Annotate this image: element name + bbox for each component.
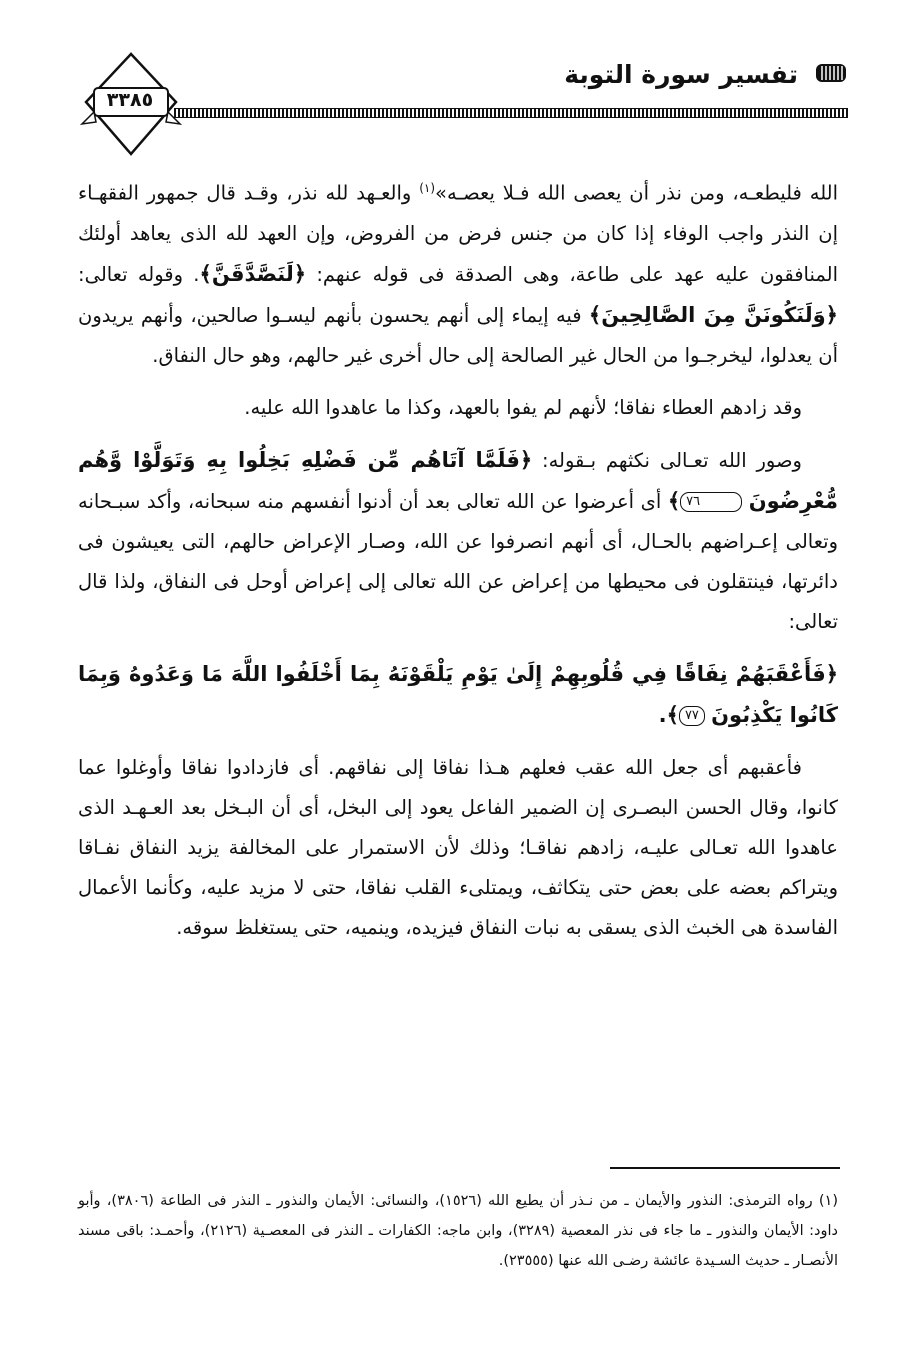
quran-verse-77: ﴿فَأَعْقَبَهُمْ نِفَاقًا فِي قُلُوبِهِمْ إِلَىٰ يَوْمِ يَلْقَوْنَهُ بِمَا أَخْلَفُوا اللَّهَ مَا وَعَدُوهُ وَبِمَا كَانُوا يَكْذِبُونَ — [78, 661, 838, 727]
main-text — [78, 168, 838, 960]
header-rule — [174, 108, 848, 118]
page-number: ٣٣٨٥ — [106, 89, 154, 111]
footnote-ref: (١) — [419, 181, 436, 195]
verse-number-77: ٧٧ — [679, 706, 705, 726]
page-header — [78, 50, 848, 160]
p1-text-b: والعـهد لله نذر، وقـد قال جمهور الفقهـاء إن النذر واجب الوفاء إذا كان من جنس فرض من الفروض، وإن العهد لله الذى يعاهد أولئك المنافقون عليه عهد على طاعة، وهى الصدقة فى قوله عنهم: — [78, 181, 839, 286]
verse-number-76: ٧٦ — [680, 492, 742, 512]
paragraph-3 — [78, 440, 838, 642]
verse-77-close: ﴾. — [658, 702, 679, 727]
verse-77-block — [78, 654, 838, 736]
quran-verse-76: ﴿فَلَمَّا آتَاهُم مِّن فَضْلِهِ بَخِلُوا بِهِ وَتَوَلَّوْا وَّهُم مُّعْرِضُونَ — [78, 447, 838, 513]
footnote: (١) رواه الترمذى: النذور والأيمان ـ من نـذر أن يطيع الله (١٥٢٦)، والنسائى: الأيمان والنذور ـ النذر فى الطاعة (٣٨٠٦)، وأبو داود: الأيمان والنذور ـ ما جاء فى نذر المعصية (٣٢٨٩)، وابن ماجه: الكفارات ـ النذر فى المعصـية (٢١٢٦)، وأحمـد: باقى مسند الأنصـار ـ حديث السـيدة عائشة رضـى الله عنها (٢٣٥٥٥). — [78, 1193, 839, 1269]
p1-text-d: فيه إيماء إلى أنهم يحسون بأنهم ليسـوا صالحين، وأنهم يريدون أن يعدلوا، ليخرجـوا من الحال غير الصالحة إلى حال أخرى غير حالهم، وهو حال النفاق. — [78, 303, 838, 367]
p3-text-b: أى أعرضوا عن الله تعالى بعد أن أدنوا أنفسهم منه سبحانه، وأكد سبـحانه وتعالى إعـراضهم بالحـال، أى أنهم انصرفوا عن الله، وصـار الإعراض حالهم، التى يعيشون فى دائرتها، فينتقلون فى محيطها من إعراض عن الله تعالى إلى إعراض أوحل فى النفاق، ولذا قال تعالى: — [78, 489, 838, 633]
paragraph-1 — [78, 168, 838, 376]
footnote-divider — [610, 1167, 840, 1169]
paragraph-4: فأعقبهم أى جعل الله عقب فعلهم هـذا نفاقا إلى نفاقهم. أى فازدادوا نفاقا وأوغلوا عما كانوا، وقال الحسن البصـرى إن الضمير الفاعل يعود إلى البخل، أى أن البـخل بعد العـهـد الذى عاهدوا الله تعـالى عليـه، زادهم نفاقـا؛ وذلك لأن الاستمرار على المخالفة يزيد النفاق نفـاقا ويتراكم بعضه على بعض حتى يتكاثف، ويمتلىء القلب نفاقا، حتى لا مزيد عليه، وكأنما الأعمال الفاسدة هى الخبث الذى يسقى به نبات النفاق فيزيده، وينميه، حتى يستغلظ سوقه. — [78, 755, 838, 939]
p1-text-a: الله فليطعـه، ومن نذر أن يعصى الله فـلا يعصـه» — [435, 181, 839, 205]
running-title: تفسير سورة التوبة — [564, 60, 798, 89]
verse-76-close: ﴾ — [667, 488, 681, 513]
p3-text-a: وصور الله تعـالى نكثهم بـقوله: — [532, 448, 802, 472]
p1-text-c: . وقوله تعالى: — [78, 262, 200, 286]
ornament-icon — [814, 60, 848, 86]
quran-quote-1: ﴿لَنَصَّدَّقَنَّ﴾ — [199, 261, 307, 286]
quran-quote-2: ﴿وَلَنَكُونَنَّ مِنَ الصَّالِحِينَ﴾ — [588, 302, 838, 327]
paragraph-2: وقد زادهم العطاء نفاقا؛ لأنهم لم يفوا بالعهد، وكذا ما عاهدوا الله عليه. — [244, 395, 802, 419]
